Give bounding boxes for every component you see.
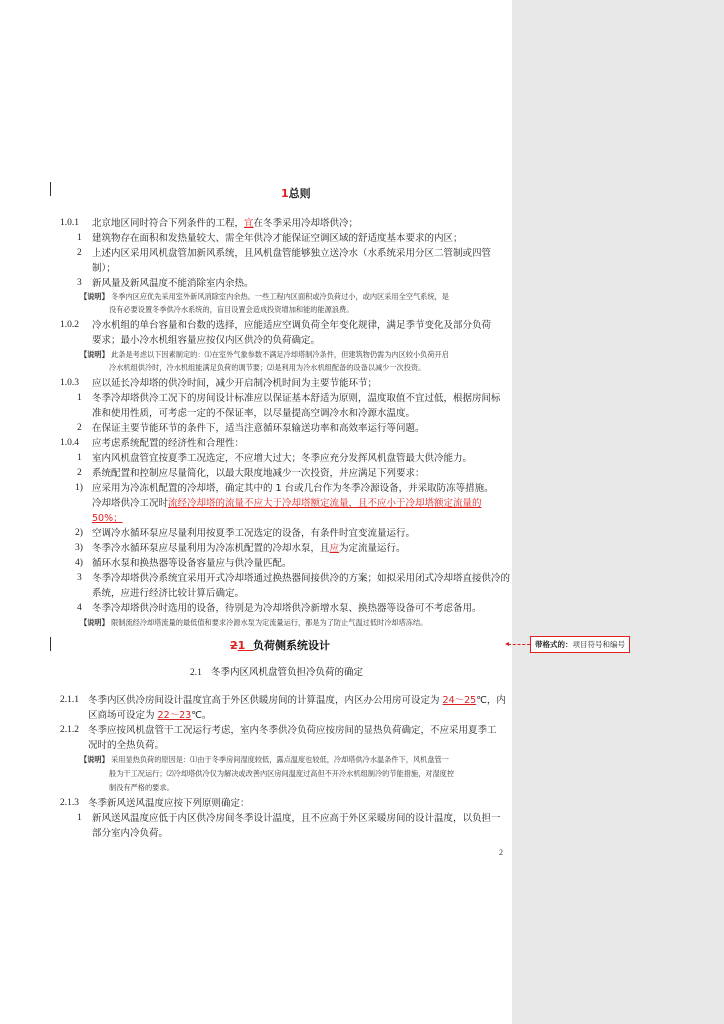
explanation-note: 冷水机组供冷时，冷水机组能满足负荷的调节要；⑵是利用为冷水机组配备的设备以减少一次投资。 [109,363,426,372]
clause-text: 区商场可设定为 22～23℃。 [88,710,212,721]
item-text: 冬季冷却塔供冷工况下的房间设计标准应以保证基本舒适为原则，温度取值不宜过低，根据房间标 [92,393,501,404]
clause-number: 2.1.3 [60,798,79,808]
item-number: 2 [77,248,82,258]
item-text: 室内风机盘管宜按夏季工况选定，不应增大过大；冬季应充分发挥风机盘管最大供冷能力。 [92,453,473,464]
clause-text: 况时的全热负荷。 [88,740,165,751]
item-text: 部分室内冷负荷。 [92,828,169,839]
item-text: 新风送风温度应低于内区供冷房间冬季设计温度，且不应高于外区采暖房间的设计温度，以负担一 [92,813,501,824]
clause-number: 2.1.1 [60,695,79,705]
item-text: 系统，应进行经济比较计算后确定。 [92,588,245,599]
clause-text: 要求；最小冷水机组容量应按仅内区供冷的负荷确定。 [92,335,321,346]
sub-item-number: 3) [75,543,83,553]
explanation-note: 【说明】 冬季内区应优先采用室外新风消除室内余热。一些工程内区面积或冷负荷过小，或内区采用全空气系统，是 [80,292,449,301]
section-heading: 2.1 冬季内区风机盘管负担冷负荷的确定 [190,667,363,678]
clause-number: 1.0.4 [60,438,79,448]
clause-text: 冬季内区供冷房间设计温度宜高于外区供暖房间的计算温度，内区办公用房可设定为 24～25℃，内 [88,695,506,706]
item-text: 冬季冷却塔供冷时选用的设备，待别是为冷却塔供冷新增水泵、换热器等设备可不考虑备用。 [92,603,482,614]
inserted-text: 应 [329,543,340,554]
clause-text: 应以延长冷却塔的供冷时间，减少开启制冷机时间为主要节能环节； [92,378,378,389]
comment-anchor-icon [505,642,509,646]
explanation-note: 般为干工况运行；⑵冷却塔供冷仅为解决或改善内区房间温度过高但不开冷水机组制冷的节能措施，对湿度控 [109,769,455,778]
clause-number: 1.0.2 [60,320,79,330]
inserted-text: 24～25 [442,695,477,706]
deleted-text: 2 [230,639,238,652]
item-text: 系统配置和控制应尽量简化，以最大限度地减少一次投资，并应满足下列要求： [92,468,425,479]
chapter-1-heading: 1总则 [281,187,311,200]
clause-text: 冬季新风送风温度应按下列原则确定： [88,798,250,809]
sub-item-number: 2) [75,528,83,538]
explanation-note: 制没有严格的要求。 [109,783,174,792]
clause-number: 1.0.3 [60,378,79,388]
item-number: 2 [77,423,82,433]
item-number: 1 [77,453,82,463]
sub-item-number: 1) [75,483,83,493]
item-number: 3 [77,278,82,288]
explanation-note: 【说明】 限制流经冷却塔流量的最低值和要求冷源水泵为定流量运行，都是为了防止气温过低时冷却塔冻结。 [80,618,428,627]
inserted-text: 宜 [244,218,254,229]
sub-item-text: 循环水泵和换热器等设备容量应与供冷量匹配。 [92,558,292,569]
item-number: 4 [77,603,82,613]
inserted-text: 流经冷却塔的流量不应大于冷却塔额定流量，且不应小于冷却塔额定流量的 [168,498,482,509]
comment-leader-line [508,644,530,645]
item-number: 1 [77,393,82,403]
inserted-text: 1 [237,639,246,652]
sub-item-text: 空调冷水循环泵应尽量利用按夏季工况选定的设备，有条件时宜变流量运行。 [92,528,416,539]
clause-text: 冷水机组的单台容量和台数的选择，应能适应空调负荷全年变化规律，满足季节变化及部分负荷 [92,320,492,331]
sub-item-text: 冷却塔供冷工况时流经冷却塔的流量不应大于冷却塔额定流量，且不应小于冷却塔额定流量的 [92,498,482,509]
chapter-2-heading: 21 负荷侧系统设计 [230,639,330,652]
sub-item-text: 应采用为冷冻机配置的冷却塔，确定其中的 1 台或几台作为冬季冷源设备，并采取防冻等措施。 [92,483,494,494]
explanation-note: 没有必要设置冬季供冷水系统的，盲目设置会造成投资增加和能的能源浪费。 [109,305,354,314]
item-text: 上述内区采用风机盘管加新风系统，且风机盘管能够独立送冷水（水系统采用分区二管制或四管 [92,248,492,259]
format-change-balloon[interactable]: 带格式的：项目符号和编号 [530,636,630,653]
inserted-text: 50%； [92,513,123,524]
item-text: 新风量及新风温度不能消除室内余热。 [92,278,254,289]
item-number: 3 [77,573,82,583]
item-number: 1 [77,813,82,823]
item-text: 冬季冷却塔供冷系统宜采用开式冷却塔通过换热器间接供冷的方案；如拟采用闭式冷却塔直接供冷的 [92,573,511,584]
explanation-note: 【说明】 采用显热负荷的原因是：⑴由于冬季房间湿度较低，露点温度也较低，冷却塔供冷水温条件下，风机盘管一 [80,755,449,764]
item-number: 1 [77,233,82,243]
clause-number: 2.1.2 [60,725,79,735]
clause-text: 应考虑系统配置的经济性和合理性： [92,438,245,449]
revision-pane [512,0,724,1024]
clause-number: 1.0.1 [60,218,79,228]
page-number: 2 [499,848,503,857]
item-number: 2 [77,468,82,478]
explanation-note: 【说明】 此条是考虑以下因素制定的：⑴在室外气象参数不满足冷却塔制冷条件，但建筑物仍需为内区较小负荷开启 [80,350,449,359]
sub-item-text: 冬季冷水循环泵应尽量利用为冷冻机配置的冷却水泵，且应为定流量运行。 [92,543,406,554]
clause-text: 冬季应按风机盘管干工况运行考虑，室内冬季供冷负荷应按房间的显热负荷确定，不应采用夏季工 [88,725,497,736]
item-text: 制）； [92,263,116,274]
item-text: 在保证主要节能环节的条件下，适当注意循环泵输送功率和高效率运行等问题。 [92,423,425,434]
clause-text: 北京地区同时符合下列条件的工程，宜在冬季采用冷却塔供冷； [92,218,359,229]
inserted-text: 22～23 [157,710,192,721]
item-text: 建筑物存在面积和发热量较大、需全年供冷才能保证空调区域的舒适度基本要求的内区； [92,233,463,244]
change-bar [50,182,51,196]
sub-item-number: 4) [75,558,83,568]
change-bar [50,637,51,651]
item-text: 准和使用性质，可考虑一定的不保证率，以尽量提高空调冷水和冷源水温度。 [92,408,416,419]
